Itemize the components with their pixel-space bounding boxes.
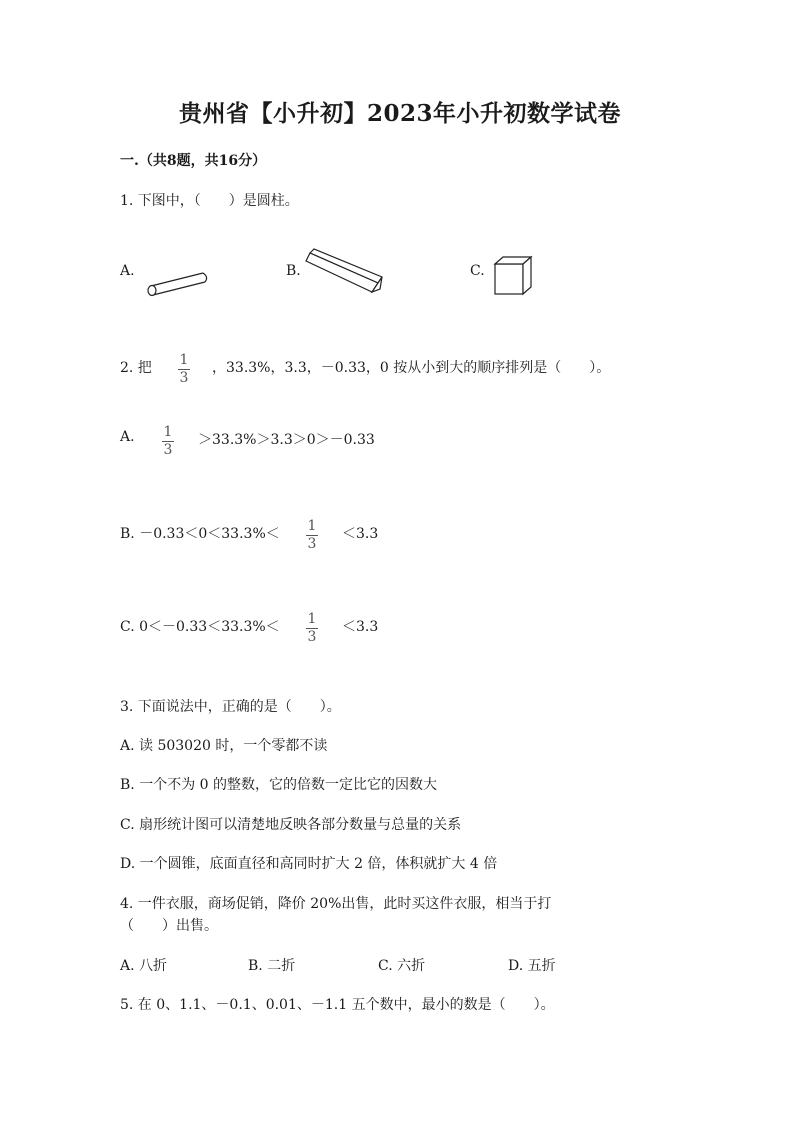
q4-option-a: A. 八折 (120, 958, 168, 974)
q1-option-a-label: A. (120, 263, 135, 279)
q3-option-b: B. 一个不为 0 的整数，它的倍数一定比它的因数大 (120, 777, 437, 793)
q4-option-b: B. 二折 (248, 958, 296, 974)
q3-option-d: D. 一个圆锥，底面直径和高同时扩大 2 倍，体积就扩大 4 倍 (120, 856, 498, 872)
q3-option-c: C. 扇形统计图可以清楚地反映各部分数量与总量的关系 (120, 817, 462, 833)
question-5-stem: 5. 在 0、1.1、－0.1、0.01、－1.1 五个数中，最小的数是（ ）。 (120, 997, 555, 1013)
fraction-numerator: 1 (179, 352, 189, 368)
fraction-denominator: 3 (163, 442, 173, 458)
q2-option-c-fraction (304, 608, 320, 645)
question-1-stem: 1. 下图中，（ ）是圆柱。 (120, 193, 299, 209)
q2-option-c-tail: ＜3.3 (342, 619, 379, 635)
question-3-stem: 3. 下面说法中，正确的是（ ）。 (120, 699, 341, 715)
q4-option-d: D. 五折 (508, 958, 556, 974)
question-4-stem-line2: （ ）出售。 (120, 918, 218, 934)
q1-option-b-label: B. (286, 263, 301, 279)
q2-option-a-text: ＞33.3%＞3.3＞0＞－0.33 (198, 432, 375, 448)
q1-option-c-label: C. (470, 263, 485, 279)
fraction-numerator: 1 (163, 424, 173, 440)
fraction-denominator: 3 (307, 629, 317, 645)
question-2-stem-start: 2. 把 (120, 360, 152, 376)
question-2-stem-end: ，33.3%，3.3，－0.33，0 按从小到大的顺序排列是（ ）。 (212, 360, 611, 376)
q2-option-b-text: B. －0.33＜0＜33.3%＜ (120, 526, 280, 542)
q2-option-b-tail: ＜3.3 (342, 526, 379, 542)
q2-option-a-fraction (160, 421, 176, 458)
q2-stem-fraction (176, 349, 192, 386)
section-header: 一.（共8题，共16分） (120, 153, 267, 169)
q2-option-b-fraction (304, 515, 320, 552)
cylinder-rod-icon (143, 268, 211, 298)
fraction-numerator: 1 (307, 611, 317, 627)
fraction-denominator: 3 (307, 536, 317, 552)
fraction-denominator: 3 (179, 370, 189, 386)
page-title: 贵州省【小升初】2023年小升初数学试卷 (178, 100, 621, 127)
q3-option-a: A. 读 503020 时，一个零都不读 (120, 738, 328, 754)
q2-option-a-label: A. (120, 429, 135, 445)
question-4-stem-line1: 4. 一件衣服，商场促销，降价 20%出售，此时买这件衣服，相当于打 (120, 896, 552, 912)
cube-icon (493, 255, 533, 297)
q2-option-c-text: C. 0＜－0.33＜33.3%＜ (120, 619, 280, 635)
triangular-prism-icon (302, 247, 384, 295)
q4-option-c: C. 六折 (378, 958, 426, 974)
fraction-numerator: 1 (307, 518, 317, 534)
